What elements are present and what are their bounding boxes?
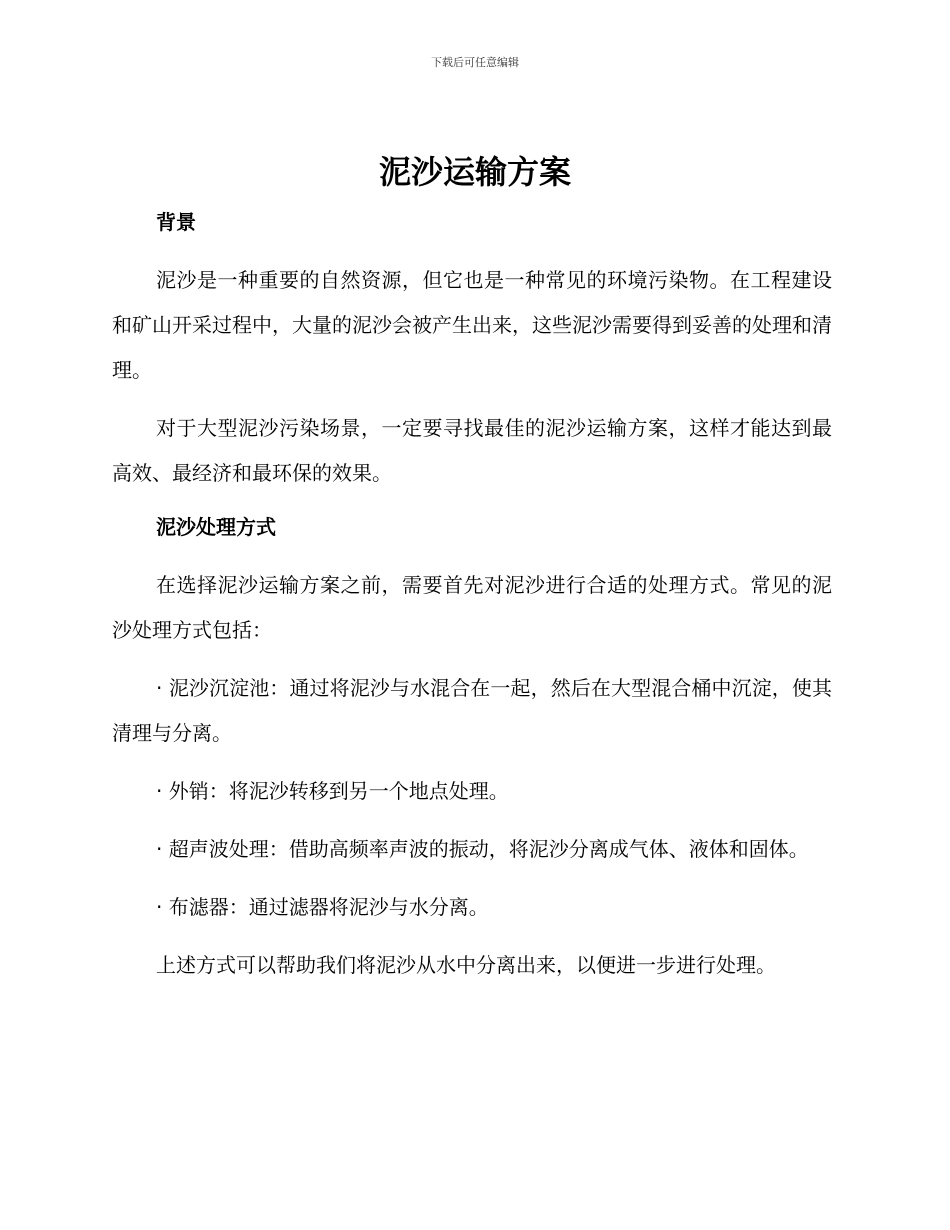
section-heading: 背景 xyxy=(156,210,196,234)
paragraph: 上述方式可以帮助我们将泥沙从水中分离出来，以便进一步进行处理。 xyxy=(156,953,776,977)
section-heading: 泥沙处理方式 xyxy=(156,515,276,539)
list-item: · 外销：将泥沙转移到另一个地点处理。 xyxy=(156,779,509,803)
header-note: 下载后可任意编辑 xyxy=(431,56,519,69)
list-item: · 泥沙沉淀池：通过将泥沙与水混合在一起，然后在大型混合桶中沉淀，使其清理与分离。 xyxy=(112,676,832,745)
paragraph: 对于大型泥沙污染场景，一定要寻找最佳的泥沙运输方案，这样才能达到最高效、最经济和最环保的效果。 xyxy=(112,416,832,485)
list-item: · 超声波处理：借助高频率声波的振动，将泥沙分离成气体、液体和固体。 xyxy=(156,837,809,861)
paragraph: 在选择泥沙运输方案之前，需要首先对泥沙进行合适的处理方式。常见的泥沙处理方式包括： xyxy=(112,573,832,642)
section-background xyxy=(112,204,832,496)
page-title: 泥沙运输方案 xyxy=(378,153,571,191)
list-item: · 布滤器：通过滤器将泥沙与水分离。 xyxy=(156,895,489,919)
paragraph: 泥沙是一种重要的自然资源，但它也是一种常见的环境污染物。在工程建设和矿山开采过程中，大量的泥沙会被产生出来，这些泥沙需要得到妥善的处理和清理。 xyxy=(112,268,832,382)
section-treatment-methods xyxy=(112,509,832,988)
document-body xyxy=(112,204,832,1001)
